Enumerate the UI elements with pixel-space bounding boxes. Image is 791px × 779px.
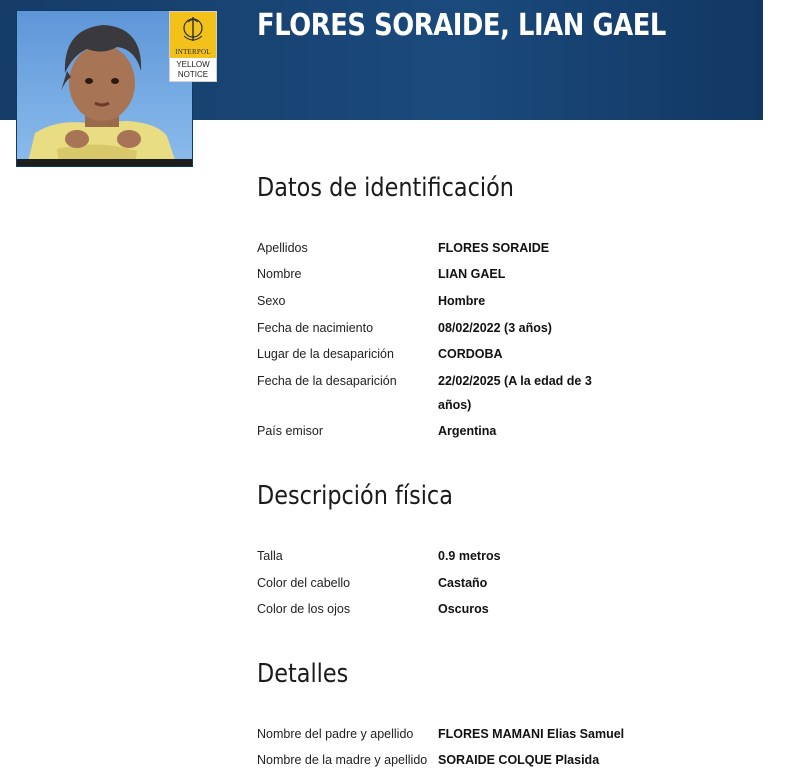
- field-value: Castaño: [438, 576, 488, 590]
- field-label: Nombre del padre y apellido: [257, 727, 414, 741]
- field-value: FLORES SORAIDE: [438, 241, 550, 255]
- field-label: Lugar de la desaparición: [257, 347, 394, 361]
- field-value: Argentina: [438, 424, 497, 438]
- field-label: Sexo: [257, 294, 286, 308]
- badge-type-text: [170, 58, 216, 80]
- field-label: Nombre: [257, 267, 302, 281]
- badge-org-text: INTERPOL: [175, 48, 211, 56]
- field-label: País emisor: [257, 424, 323, 438]
- section-title-details: Detalles: [257, 659, 349, 689]
- field-value: 08/02/2022 (3 años): [438, 321, 552, 335]
- field-value: Hombre: [438, 294, 486, 308]
- field-value: 22/02/2025 (A la edad de 3 años): [438, 374, 592, 412]
- field-label: Color de los ojos: [257, 602, 351, 616]
- field-label: Fecha de la desaparición: [257, 374, 397, 388]
- yellow-notice-badge: [169, 11, 217, 82]
- field-label: Fecha de nacimiento: [257, 321, 374, 335]
- field-label: Apellidos: [257, 241, 308, 255]
- field-label: Nombre de la madre y apellido: [257, 753, 428, 767]
- field-value: CORDOBA: [438, 347, 503, 361]
- section-title-identification: Datos de identificación: [257, 173, 514, 203]
- field-value: LIAN GAEL: [438, 267, 506, 281]
- field-label: Talla: [257, 549, 283, 563]
- field-value: Oscuros: [438, 602, 489, 616]
- field-value: 0.9 metros: [438, 549, 501, 563]
- badge-type-line2: NOTICE: [177, 70, 209, 79]
- section-title-physical: Descripción física: [257, 481, 453, 511]
- person-name-heading: FLORES SORAIDE, LIAN GAEL: [257, 8, 666, 43]
- interpol-logo: [170, 12, 216, 58]
- field-label: Color del cabello: [257, 576, 351, 590]
- field-value: FLORES MAMANI Elias Samuel: [438, 727, 625, 741]
- person-photo: [16, 10, 193, 167]
- badge-type-line1: YELLOW: [176, 60, 210, 69]
- field-value: SORAIDE COLQUE Plasida: [438, 753, 600, 767]
